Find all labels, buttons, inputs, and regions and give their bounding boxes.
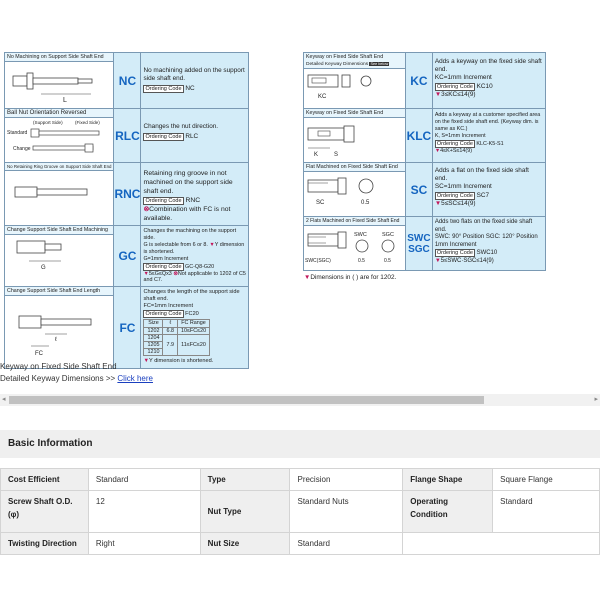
fixed-side-label: (Fixed Side) [75, 120, 100, 125]
info-label: Nut Size [200, 533, 290, 555]
alteration-table-right [303, 52, 546, 271]
note-text: 5≤SC≤14(9) [441, 199, 476, 207]
info-value: Standard [493, 491, 600, 533]
note-text: Combination with FC is not available. [143, 206, 231, 222]
code-sgc: SGC [408, 243, 430, 255]
desc-text-2: FC=1mm Increment [143, 303, 194, 310]
info-value: 12 [88, 491, 200, 533]
alteration-row-fc [5, 287, 249, 369]
groove-drawing [5, 171, 106, 211]
ordering-code-label: Ordering Code [436, 83, 473, 90]
prohibit-mark-icon: ⊗ [173, 270, 178, 277]
mini-cell: 1205 [144, 341, 163, 348]
desc-text-2: K, S=1mm Increment [434, 133, 486, 139]
subtitle-text: Detailed Keyway Dimensions [306, 62, 369, 67]
alteration-desc [141, 53, 249, 109]
caution-mark-icon: ▼ [304, 274, 311, 281]
note-text: 5≤SWC·SGC≤14(9) [440, 257, 494, 264]
mini-table-header [144, 320, 210, 327]
desc-text-2: SWC: 90° Position SGC: 120° Position [434, 234, 538, 241]
caution-mark-icon: ▼ [434, 199, 442, 207]
desc-text: Adds a keyway at a customer specified area on the fixed side shaft end. (Keyway dim. is same as KC.) [434, 112, 541, 132]
alteration-code: RNC [114, 163, 141, 226]
figure-title: Keyway on Fixed Side Shaft End [304, 53, 405, 61]
mini-cell: 1204 [144, 334, 163, 341]
mini-table-row [144, 334, 210, 341]
keyway-caption: Keyway on Fixed Side Shaft End [0, 362, 117, 371]
figure-title: Change Support Side Shaft End Length [5, 287, 113, 296]
dim-label-05: 0.5 [358, 258, 365, 264]
figure-cell [304, 217, 406, 271]
ordering-code-label: Ordering Code [436, 192, 473, 199]
dim-label-g: G [41, 265, 46, 271]
horizontal-scrollbar[interactable] [0, 394, 600, 406]
info-value: Standard [290, 533, 403, 555]
two-flats-drawing [304, 226, 405, 266]
alteration-code: GC [114, 226, 141, 287]
shaft-end-drawing [5, 62, 106, 104]
info-label: Flange Shape [403, 469, 493, 491]
figure-cell [5, 53, 114, 109]
support-side-label: (Support Side) [33, 120, 63, 125]
keyway-drawing [304, 69, 405, 103]
ordering-code-label: Ordering Code [436, 141, 473, 147]
desc-text-4: G=1mm Increment [143, 255, 189, 262]
desc-text: Adds a flat on the fixed side shaft end. [434, 167, 529, 183]
info-label: Type [200, 469, 290, 491]
desc-text-3: 1mm Increment [434, 241, 477, 248]
alteration-row-swc-sgc [304, 217, 546, 271]
click-here-link[interactable]: Click here [117, 374, 153, 383]
mini-cell: 7.9 [163, 334, 178, 356]
ordering-code: FC20 [185, 311, 199, 318]
dim-label-05: 0.5 [361, 200, 370, 206]
dim-label-sgc: SGC [382, 232, 394, 238]
ordering-code-label: Ordering Code [145, 134, 182, 141]
alteration-desc [141, 163, 249, 226]
info-value: Right [88, 533, 200, 555]
alteration-desc [141, 287, 249, 369]
desc-text: Adds a keyway on the fixed side shaft end. [434, 58, 542, 74]
figure-cell [304, 163, 406, 217]
caution-mark-icon: ▼ [209, 241, 215, 248]
nut-orientation-drawing [5, 118, 106, 158]
basic-info-heading: Basic Information [0, 430, 600, 458]
figure-cell [5, 109, 114, 163]
desc-text-2: SC=1mm Increment [434, 183, 492, 191]
note-text: 3≤KC≤14(9) [441, 90, 476, 98]
info-empty-cell [403, 533, 600, 555]
info-label: Nut Type [200, 491, 290, 533]
caution-mark-icon: ▼ [434, 148, 441, 154]
ordering-code: SC7 [476, 191, 490, 199]
mini-cell: 11≤FC≤20 [177, 334, 209, 356]
dim-label-fc: FC [35, 351, 43, 358]
alteration-desc [432, 53, 545, 109]
dim-label-sc: SC [316, 200, 325, 206]
info-label: Twisting Direction [1, 533, 89, 555]
ordering-code: NC [185, 85, 195, 93]
desc-text: Adds two flats on the fixed side shaft end. [434, 219, 533, 233]
figure-title: Ball Nut Orientation Reversed [5, 109, 113, 118]
alteration-table-left [4, 52, 249, 369]
alteration-code: KLC [406, 109, 433, 163]
catalog-image [0, 52, 600, 365]
figure-title: No Retaining Ring Groove on Support Side Shaft End [7, 164, 112, 169]
figure-title: Keyway on Fixed Side Shaft End [304, 109, 405, 118]
dim-label-05: 0.5 [384, 258, 391, 264]
alteration-code: KC [406, 53, 433, 109]
length-drawing [5, 296, 106, 364]
info-row [1, 469, 600, 491]
info-value: Square Flange [493, 469, 600, 491]
info-row [1, 491, 600, 533]
keyway-location-drawing [304, 118, 405, 158]
desc-text: Changes the length of the support side shaft end. [143, 289, 240, 303]
info-label: Screw Shaft O.D.(φ) [1, 491, 89, 533]
alteration-desc [141, 109, 249, 163]
alteration-code: NC [114, 53, 141, 109]
desc-text-2: G is selectable from 6 or 8. [143, 241, 208, 248]
ordering-code-label: Ordering Code [145, 263, 182, 270]
desc-text-2: KC=1mm Increment [434, 74, 492, 82]
mini-header-cell: FC Range [177, 320, 209, 327]
caution-mark-icon: ▼ [434, 90, 442, 98]
alteration-row-klc [304, 109, 546, 163]
mini-header-cell: Size [144, 320, 163, 327]
desc-text: Changes the nut direction. [143, 123, 219, 130]
note-text: 4≤K+S≤14(9) [440, 148, 472, 154]
caution-mark-icon: ▼ [434, 257, 441, 264]
ordering-code-label: Ordering Code [145, 311, 182, 318]
figure-cell [304, 109, 406, 163]
figure-cell [5, 163, 114, 226]
mini-cell: 10≤FC≤20 [177, 327, 209, 334]
info-label: Operating Condition [403, 491, 493, 533]
footnote-text: Dimensions in ( ) are for 1202. [310, 274, 397, 281]
dim-label-kc: KC [318, 94, 327, 100]
dim-label-l: ℓ [55, 337, 57, 344]
desc-text: No machining added on the support side shaft end. [143, 67, 245, 83]
dim-label-l: L [63, 97, 67, 104]
figure-title: 2 Flats Machined on Fixed Side Shaft End [304, 217, 405, 226]
mini-cell: 6.8 [163, 327, 178, 334]
desc-text: Retaining ring groove in not machined on the support side shaft end. [143, 170, 233, 195]
alteration-row-gc [5, 226, 249, 287]
mini-cell: 1210 [144, 349, 163, 356]
ordering-code: KC10 [476, 82, 493, 90]
alteration-code: FC [114, 287, 141, 369]
ordering-code: KLC-K5-S1 [476, 141, 504, 147]
flat-drawing [304, 172, 405, 212]
info-row [1, 533, 600, 555]
caution-mark-icon: ⊗ [143, 206, 150, 213]
note-text: 5≤G≤Qx3 [148, 270, 172, 277]
keyway-dimensions-line [0, 374, 153, 383]
mini-cell: 1202 [144, 327, 163, 334]
alteration-row-sc [304, 163, 546, 217]
alteration-desc [432, 217, 545, 271]
alteration-desc [432, 109, 545, 163]
alteration-desc [432, 163, 545, 217]
fc-range-table [143, 319, 210, 356]
caution-mark-icon: ▼ [143, 270, 149, 277]
ordering-code: RNC [185, 197, 201, 204]
ordering-code: GC-Q8-G20 [185, 263, 215, 270]
ordering-code: RLC [185, 133, 199, 141]
note-text: Y dimension is shortened. [149, 358, 214, 365]
alteration-desc [141, 226, 249, 287]
dim-label-swc: SWC [354, 232, 367, 238]
ordering-code: SWC10 [476, 250, 498, 257]
keyway-dimensions-text: Detailed Keyway Dimensions >> [0, 374, 118, 383]
figure-cell [5, 226, 114, 287]
desc-text: Changes the machining on the support side. [143, 228, 237, 241]
alteration-row-rlc [5, 109, 249, 163]
caution-mark-icon: ▼ [143, 358, 150, 365]
standard-label: Standard [7, 130, 28, 136]
see-below-badge: See below [370, 62, 389, 66]
footnote [304, 274, 396, 281]
ordering-code-label: Ordering Code [145, 86, 182, 93]
scroll-right-icon[interactable]: ▸ [594, 396, 598, 403]
figure-cell [304, 53, 406, 109]
change-label: Change [13, 146, 31, 152]
alteration-code: SC [406, 163, 433, 217]
ordering-code-label: Ordering Code [145, 198, 182, 204]
alteration-row-rnc [5, 163, 249, 226]
alteration-code [406, 217, 433, 271]
desc-text-3: Y dimension is shortened. [143, 241, 245, 255]
dim-label-k: K [314, 152, 319, 158]
scroll-left-icon[interactable]: ◂ [2, 396, 6, 403]
alteration-row-nc [5, 53, 249, 109]
basic-info-table [0, 468, 600, 555]
mini-table-row [144, 327, 210, 334]
mini-header-cell: ℓ [163, 320, 178, 327]
alteration-row-kc [304, 53, 546, 109]
dim-label-s: S [334, 152, 339, 158]
figure-title: No Machining on Support Side Shaft End [5, 53, 113, 62]
figure-title: Flat Machined on Fixed Side Shaft End [304, 163, 405, 172]
info-label: Cost Efficient [1, 469, 89, 491]
info-value: Precision [290, 469, 403, 491]
figure-cell [5, 287, 114, 369]
figure-title: Change Support Side Shaft End Machining [5, 226, 113, 235]
machining-drawing [5, 235, 106, 271]
figure-subtitle [304, 61, 405, 69]
note-text-2: Not applicable to 1202 of C5 and C7. [143, 270, 246, 284]
dim-label-swc-sgc: SWC(SGC) [305, 258, 331, 264]
alteration-code: RLC [114, 109, 141, 163]
code-swc: SWC [407, 232, 431, 244]
scrollbar-thumb[interactable] [9, 396, 484, 404]
ordering-code-label: Ordering Code [436, 250, 473, 257]
info-value: Standard [88, 469, 200, 491]
info-value: Standard Nuts [290, 491, 403, 533]
